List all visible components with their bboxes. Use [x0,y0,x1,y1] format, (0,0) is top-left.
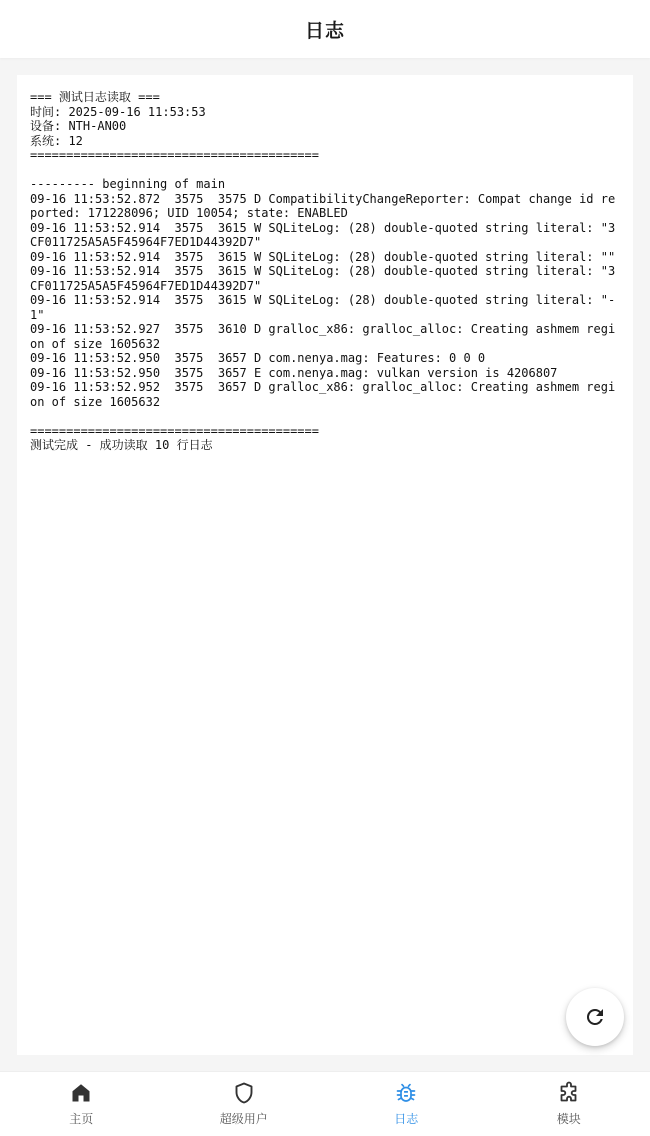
log-line: 09-16 11:53:52.927 3575 3610 D gralloc_x86: gralloc_alloc: Creating ashmem region of size 1605632 [30,322,615,351]
log-line: 测试完成 - 成功读取 10 行日志 [30,438,213,452]
log-line: 09-16 11:53:52.872 3575 3575 D CompatibilityChangeReporter: Compat change id reported: 171228096; UID 10054; state: ENABLED [30,192,615,221]
log-line: 09-16 11:53:52.914 3575 3615 W SQLiteLog: (28) double-quoted string literal: "-1" [30,293,615,322]
log-line: === 测试日志读取 === [30,90,160,104]
shield-icon [232,1081,256,1105]
page-title: 日志 [305,16,345,43]
nav-label-logs: 日志 [394,1110,418,1127]
log-line: 设备: NTH-AN00 [30,119,126,133]
log-output [30,90,621,453]
log-line: 09-16 11:53:52.914 3575 3615 W SQLiteLog: (28) double-quoted string literal: "" [30,250,615,264]
log-line: 时间: 2025-09-16 11:53:53 [30,105,206,119]
home-icon [69,1081,93,1105]
nav-item-logs[interactable] [325,1072,488,1136]
log-line: ======================================== [30,148,319,162]
log-line: ======================================== [30,424,319,438]
log-line: --------- beginning of main [30,177,225,191]
nav-label-home: 主页 [69,1110,93,1127]
nav-item-modules[interactable] [488,1072,650,1136]
nav-item-superuser[interactable] [163,1072,326,1136]
log-line: 系统: 12 [30,134,83,148]
log-line: 09-16 11:53:52.952 3575 3657 D gralloc_x86: gralloc_alloc: Creating ashmem region of size 1605632 [30,380,615,409]
nav-label-modules: 模块 [557,1110,581,1127]
nav-label-superuser: 超级用户 [220,1110,268,1127]
log-line: 09-16 11:53:52.914 3575 3615 W SQLiteLog: (28) double-quoted string literal: "3CF011725A5A5F45964F7ED1D44392D7" [30,264,615,293]
refresh-button[interactable] [566,988,624,1046]
log-line: 09-16 11:53:52.950 3575 3657 D com.nenya.mag: Features: 0 0 0 [30,351,485,365]
bug-icon [394,1081,418,1105]
refresh-icon [583,1005,607,1029]
puzzle-icon [557,1081,581,1105]
bottom-navigation [0,1071,650,1136]
log-panel [17,75,633,1055]
log-line: 09-16 11:53:52.950 3575 3657 E com.nenya.mag: vulkan version is 4206807 [30,366,557,380]
log-line: 09-16 11:53:52.914 3575 3615 W SQLiteLog: (28) double-quoted string literal: "3CF011725A5A5F45964F7ED1D44392D7" [30,221,615,250]
nav-item-home[interactable] [0,1072,163,1136]
app-header [0,0,650,58]
